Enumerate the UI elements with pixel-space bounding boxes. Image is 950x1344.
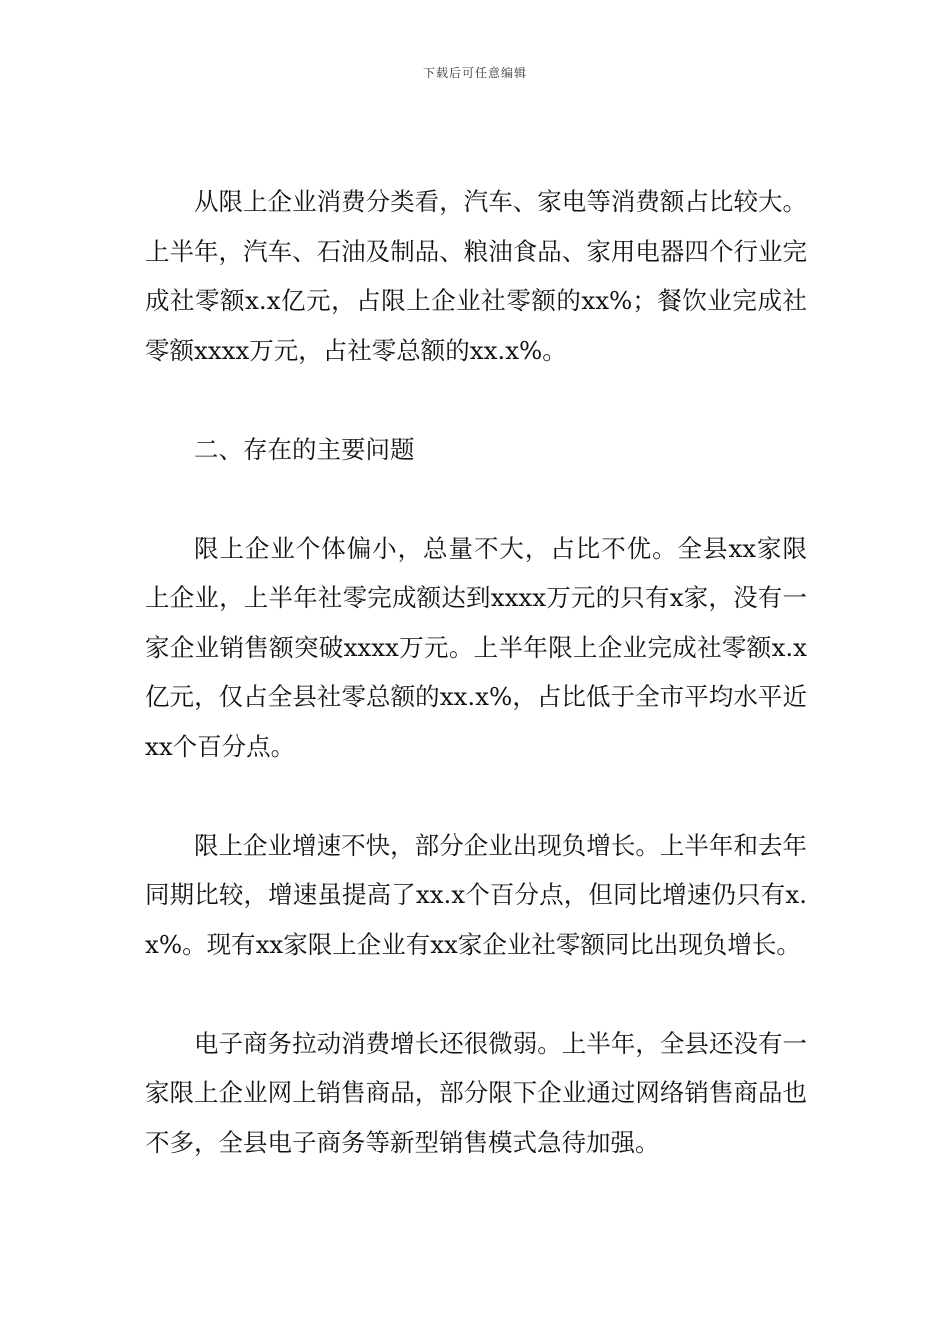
paragraph-enterprise-scale: 限上企业个体偏小，总量不大，占比不优。全县xx家限上企业，上半年社零完成额达到xxxx万元的只有x家，没有一家企业销售额突破xxxx万元。上半年限上企业完成社零额x.x亿元，仅占全县社零总额的xx.x%，占比低于全市平均水平近xx个百分点。 bbox=[145, 533, 807, 761]
paragraph-consumption-categories: 从限上企业消费分类看，汽车、家电等消费额占比较大。上半年，汽车、石油及制品、粮油食品、家用电器四个行业完成社零额x.x亿元，占限上企业社零额的xx%；餐饮业完成社零额xxxx万元，占社零总额的xx.x%。 bbox=[145, 187, 807, 365]
section-heading-main-problems: 二、存在的主要问题 bbox=[194, 434, 415, 464]
paragraph-growth-rate: 限上企业增速不快，部分企业出现负增长。上半年和去年同期比较，增速虽提高了xx.x个百分点，但同比增速仍只有x.x%。现有xx家限上企业有xx家企业社零额同比出现负增长。 bbox=[145, 830, 807, 959]
document-body bbox=[145, 177, 807, 1167]
page-header: 下载后可任意编辑 bbox=[422, 66, 527, 80]
paragraph-ecommerce: 电子商务拉动消费增长还很微弱。上半年，全县还没有一家限上企业网上销售商品，部分限下企业通过网络销售商品也不多，全县电子商务等新型销售模式急待加强。 bbox=[145, 1028, 807, 1157]
